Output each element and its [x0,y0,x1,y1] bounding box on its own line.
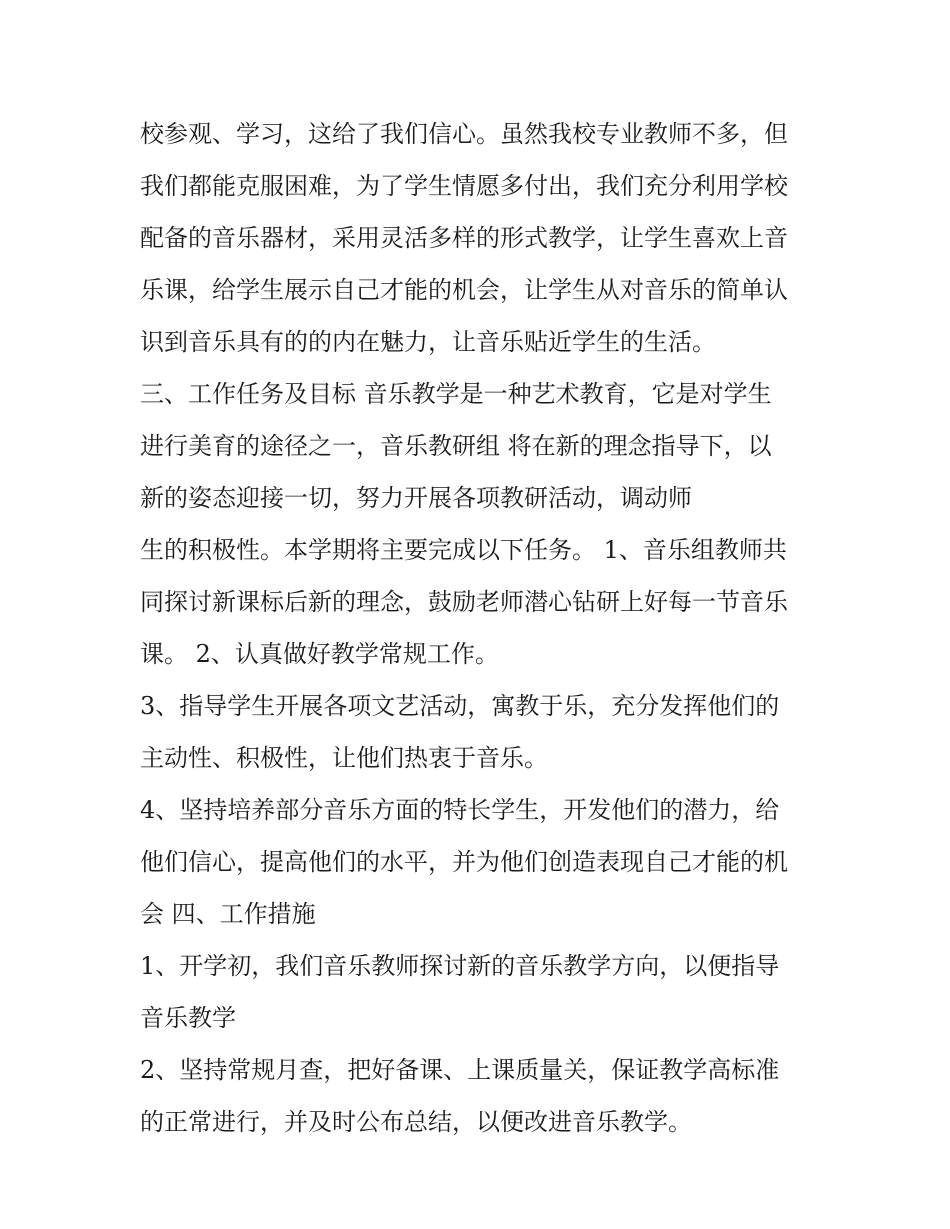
text-line: 同探讨新课标后新的理念，鼓励老师潜心钻研上好每一节音乐 [140,588,788,616]
section-heading-line: 三、工作任务及目标 音乐教学是一种艺术教育，它是对学生 [140,380,772,408]
text-line: 识到音乐具有的的内在魅力，让音乐贴近学生的生活。 [140,328,716,356]
list-item-line: 1、开学初，我们音乐教师探讨新的音乐教学方向，以便指导 [140,952,780,980]
text-line: 课。 2、认真做好教学常规工作。 [140,640,499,668]
text-line: 进行美育的途径之一，音乐教研组 将在新的理念指导下，以 [140,432,772,460]
text-line: 我们都能克服困难，为了学生情愿多付出，我们充分利用学校 [140,172,788,200]
text-line: 乐课，给学生展示自己才能的机会，让学生从对音乐的简单认 [140,276,788,304]
text-line: 新的姿态迎接一切，努力开展各项教研活动，调动师 [140,484,692,512]
text-line: 主动性、积极性，让他们热衷于音乐。 [140,744,548,772]
list-item-line: 4、坚持培养部分音乐方面的特长学生，开发他们的潜力，给 [140,796,780,824]
text-line: 他们信心，提高他们的水平，并为他们创造表现自己才能的机 [140,848,788,876]
text-line: 的正常进行，并及时公布总结，以便改进音乐教学。 [140,1108,692,1136]
list-item-line: 3、指导学生开展各项文艺活动，寓教于乐，充分发挥他们的 [140,692,780,720]
document-body [140,108,840,1148]
text-line: 音乐教学 [140,1004,236,1032]
text-line: 配备的音乐器材，采用灵活多样的形式教学，让学生喜欢上音 [140,224,788,252]
list-item-line: 2、坚持常规月查，把好备课、上课质量关，保证教学高标准 [140,1056,780,1084]
text-line: 校参观、学习，这给了我们信心。虽然我校专业教师不多，但 [140,120,788,148]
text-line: 生的积极性。本学期将主要完成以下任务。 1、音乐组教师共 [140,536,787,564]
section-heading-line: 会 四、工作措施 [140,900,316,928]
